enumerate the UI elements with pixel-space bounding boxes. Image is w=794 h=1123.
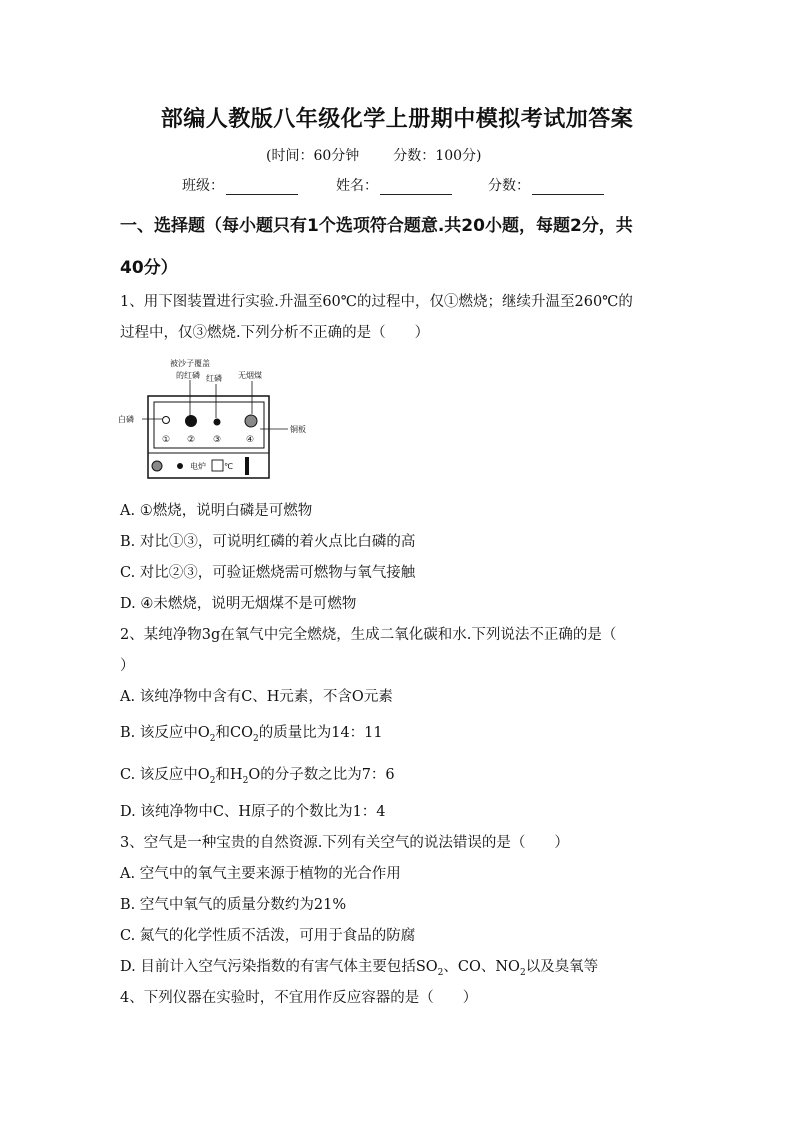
label-white-phosphorus: 白磷 xyxy=(118,415,134,424)
experiment-figure xyxy=(118,356,318,480)
covered-red-phosphorus-sample xyxy=(185,415,197,427)
exam-meta xyxy=(266,145,481,165)
q1-stem-line1: 1、用下图装置进行实验.升温至60℃的过程中，仅①燃烧；继续升温至260℃的 xyxy=(120,294,633,310)
anthracite-sample xyxy=(245,415,257,427)
q1-stem-line2: 过程中，仅③燃烧.下列分析不正确的是（ ） xyxy=(120,325,430,341)
section-heading-line1: 一、选择题（每小题只有1个选项符合题意.共20小题，每题2分，共 xyxy=(120,216,633,236)
stove-label: 电炉 xyxy=(190,462,206,471)
svg-text:℃: ℃ xyxy=(224,462,233,471)
name-label: 姓名： xyxy=(336,178,378,194)
q2-option-d: D. 该纯净物中C、H原子的个数比为1：4 xyxy=(120,804,386,820)
stove-knob xyxy=(152,461,162,471)
q4-stem: 4、下列仪器在实验时，不宜用作反应容器的是（ ） xyxy=(120,990,478,1006)
section-heading-line2: 40分） xyxy=(120,258,178,278)
q1-option-d: D. ④未燃烧，说明无烟煤不是可燃物 xyxy=(120,596,357,612)
q1-option-a: A. ①燃烧，说明白磷是可燃物 xyxy=(120,503,313,519)
q2-option-b: B. 该反应中$O_2$和$CO_2$的质量比为14：11 xyxy=(120,725,383,744)
q3-option-d: D. 目前计入空气污染指数的有害气体主要包括$SO_2$、CO、$NO_2$以及臭氧等 xyxy=(120,959,599,978)
name-blank xyxy=(380,180,452,195)
exam-score: 分数：100分) xyxy=(393,148,482,164)
q3-option-a: A. 空气中的氧气主要来源于植物的光合作用 xyxy=(120,866,401,882)
stove-indicator xyxy=(177,463,183,469)
label-covered-red-phosphorus-1: 被沙子覆盖 xyxy=(170,359,210,368)
class-blank xyxy=(226,180,298,195)
label-anthracite: 无烟煤 xyxy=(238,371,262,380)
name-field xyxy=(336,175,452,195)
q2-option-c: C. 该反应中$O_2$和$H_2O$的分子数之比为7：6 xyxy=(120,767,395,786)
q3-option-b: B. 空气中氧气的质量分数约为21% xyxy=(120,897,347,913)
class-label: 班级： xyxy=(182,178,224,194)
exam-time: (时间：60分钟 xyxy=(266,148,360,164)
label-red-phosphorus: 红磷 xyxy=(206,374,222,383)
label-covered-red-phosphorus-2: 的红磷 xyxy=(176,371,200,380)
sample-number-4: ④ xyxy=(246,435,255,445)
q3-option-c: C. 氮气的化学性质不活泼，可用于食品的防腐 xyxy=(120,928,416,944)
score-blank xyxy=(532,180,604,195)
q2-option-a: A. 该纯净物中含有C、H元素，不含O元素 xyxy=(120,689,393,705)
q1-option-c: C. 对比②③，可验证燃烧需可燃物与氧气接触 xyxy=(120,565,416,581)
stove-display xyxy=(212,460,223,471)
q3-stem: 3、空气是一种宝贵的自然资源.下列有关空气的说法错误的是（ ） xyxy=(120,835,569,851)
score-field xyxy=(488,175,604,195)
sample-number-2: ② xyxy=(187,435,196,445)
page-title: 部编人教版八年级化学上册期中模拟考试加答案 xyxy=(160,107,634,132)
sample-number-3: ③ xyxy=(213,435,222,445)
score-label: 分数： xyxy=(488,178,530,194)
label-copper-plate: 铜板 xyxy=(290,425,306,434)
class-field xyxy=(182,175,298,195)
stove-switch xyxy=(245,457,249,475)
white-phosphorus-sample xyxy=(163,417,170,424)
q2-stem-line2: ） xyxy=(120,658,135,674)
q2-stem-line1: 2、某纯净物3g在氧气中完全燃烧，生成二氧化碳和水.下列说法不正确的是（ xyxy=(120,627,617,643)
red-phosphorus-sample xyxy=(214,419,221,426)
sample-number-1: ① xyxy=(162,435,171,445)
q1-option-b: B. 对比①③，可说明红磷的着火点比白磷的高 xyxy=(120,534,416,550)
